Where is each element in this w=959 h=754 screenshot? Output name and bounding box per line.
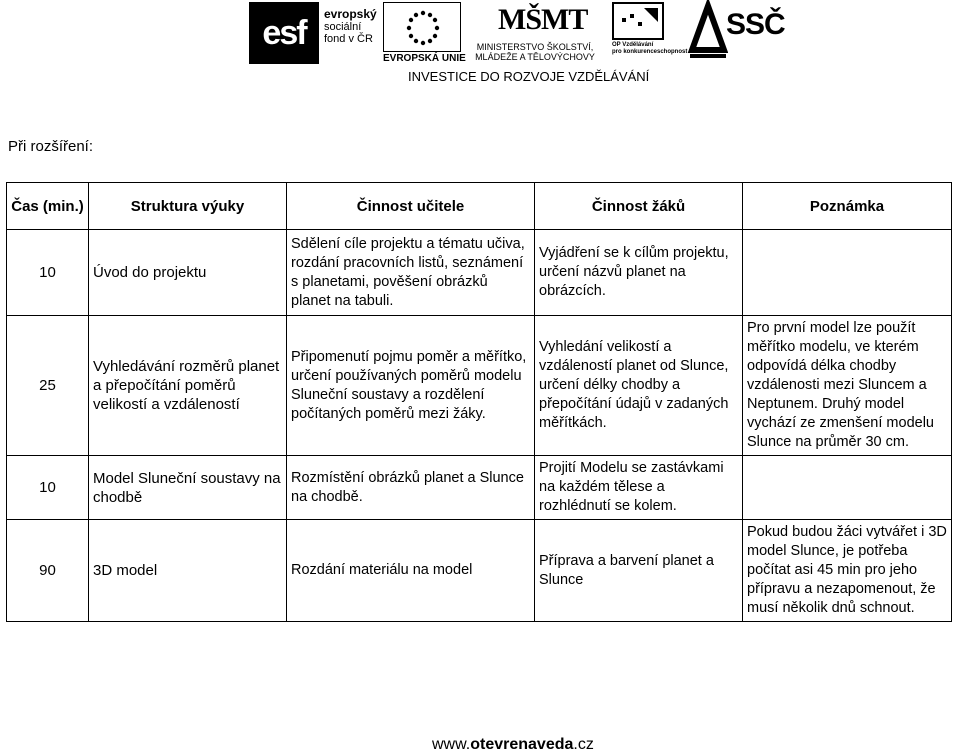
- cell-pupils: Vyjádření se k cílům projektu, určení názvů planet na obrázcích.: [535, 230, 743, 316]
- esf-line-2: sociální: [324, 21, 362, 33]
- cell-teacher: Rozmístění obrázků planet a Slunce na chodbě.: [287, 456, 535, 520]
- msmt-mark: MŠMT: [498, 3, 588, 36]
- invest-tagline: INVESTICE DO ROZVOJE VZDĚLÁVÁNÍ: [408, 69, 650, 84]
- eu-logo: [383, 2, 466, 64]
- table-header-row: [7, 183, 952, 230]
- lesson-plan-table: [6, 182, 952, 622]
- eu-flag-icon: [383, 2, 461, 52]
- cell-note: [743, 230, 952, 316]
- cell-teacher: Sdělení cíle projektu a tématu učiva, rozdání pracovních listů, seznámení s planetami, pověšení obrázků planet na tabuli.: [287, 230, 535, 316]
- cell-note: [743, 456, 952, 520]
- section-heading: Při rozšíření:: [8, 138, 94, 155]
- col-note: Poznámka: [743, 183, 952, 230]
- cell-time: 90: [7, 520, 89, 622]
- opvk-line-2: pro konkurenceschopnost: [612, 49, 688, 55]
- cell-structure: 3D model: [89, 520, 287, 622]
- col-structure: Struktura výuky: [89, 183, 287, 230]
- cell-time: 25: [7, 316, 89, 456]
- msmt-line-2: MLÁDEŽE A TĚLOVÝCHOVY: [475, 52, 595, 62]
- logo-bar: [0, 0, 959, 95]
- cell-structure: Úvod do projektu: [89, 230, 287, 316]
- cell-pupils: Příprava a barvení planet a Slunce: [535, 520, 743, 622]
- ssc-wordmark: SSČ: [726, 8, 785, 41]
- msmt-line-1: MINISTERSTVO ŠKOLSTVÍ,: [476, 42, 594, 52]
- ssc-logo: [688, 0, 790, 62]
- opvk-text: [612, 42, 687, 56]
- cell-structure: Model Sluneční soustavy na chodbě: [89, 456, 287, 520]
- esf-line-1: evropský: [324, 7, 377, 21]
- cell-pupils: Vyhledání velikostí a vzdáleností planet od Slunce, určení délky chodby a přepočítání údajů v zadaných měřítkách.: [535, 316, 743, 456]
- col-pupils: Činnost žáků: [535, 183, 743, 230]
- cell-time: 10: [7, 230, 89, 316]
- cell-teacher: Připomenutí pojmu poměr a měřítko, určení používaných poměrů modelu Sluneční soustavy a rozdělení počítaných poměrů mezi žáky.: [287, 316, 535, 456]
- footer-url-suffix: .cz: [573, 736, 594, 753]
- table-row: [7, 456, 952, 520]
- cell-note: Pro první model lze použít měřítko modelu, ve kterém odpovídá délka chodby vzdálenosti mezi Sluncem a Neptunem. Druhý model vychází ze zmenšení modelu Slunce na průměr 30 cm.: [743, 316, 952, 456]
- cell-structure: Vyhledávání rozměrů planet a přepočítání poměrů velikostí a vzdáleností: [89, 316, 287, 456]
- cell-teacher: Rozdání materiálu na model: [287, 520, 535, 622]
- msmt-logo: [470, 0, 600, 66]
- footer-url-prefix: www.: [432, 736, 471, 753]
- cell-time: 10: [7, 456, 89, 520]
- cell-pupils: Projití Modelu se zastávkami na každém tělese a rozhlédnutí se kolem.: [535, 456, 743, 520]
- esf-logo: [249, 2, 377, 64]
- table-row: [7, 230, 952, 316]
- opvk-square-icon: [612, 2, 664, 40]
- esf-mark: esf: [249, 2, 319, 64]
- esf-line-3: fond v ČR: [324, 33, 373, 45]
- eu-label: EVROPSKÁ UNIE: [383, 53, 466, 64]
- cell-note: Pokud budou žáci vytvářet i 3D model Slunce, je potřeba počítat asi 45 min pro jeho přípravu a nezapomenout, že musí několik dnů schnout.: [743, 520, 952, 622]
- col-time: Čas (min.): [7, 183, 89, 230]
- esf-text: [324, 8, 377, 45]
- opvk-line-1: OP Vzdělávání: [612, 42, 654, 48]
- col-teacher: Činnost učitele: [287, 183, 535, 230]
- table-row: [7, 316, 952, 456]
- msmt-text: [470, 42, 600, 62]
- footer-url-domain: otevrenaveda: [470, 736, 574, 753]
- ssc-emblem-icon: [688, 0, 728, 62]
- footer-url: [432, 736, 594, 754]
- opvk-logo: [612, 2, 688, 64]
- table-row: [7, 520, 952, 622]
